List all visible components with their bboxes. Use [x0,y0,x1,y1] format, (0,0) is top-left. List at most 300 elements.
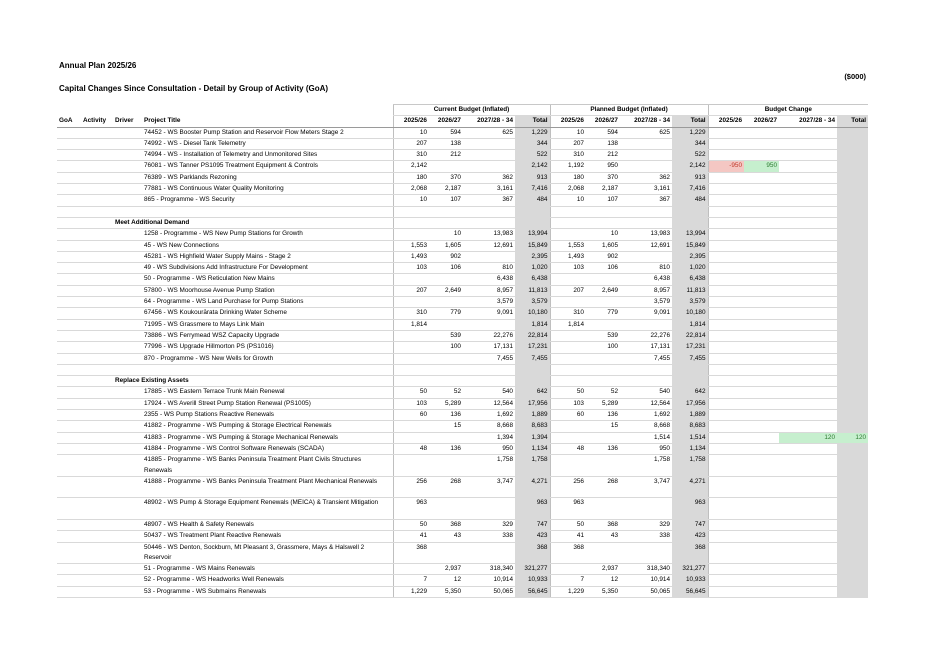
value-cell [744,285,779,296]
value-cell: 484 [672,195,708,206]
value-cell [837,353,868,364]
value-cell [779,353,837,364]
table-row [57,184,868,195]
value-cell: 3,579 [672,297,708,308]
value-cell: 15 [586,421,620,432]
table-row [57,432,868,443]
value-cell: 1,814 [672,319,708,330]
value-cell [744,586,779,597]
value-cell [837,519,868,530]
value-cell: 963 [672,498,708,520]
value-cell: 10 [586,229,620,240]
value-cell: 11,813 [515,285,550,296]
value-cell [708,172,744,183]
value-cell: 136 [586,443,620,454]
value-cell [744,138,779,149]
value-cell [744,184,779,195]
value-cell: 207 [393,285,429,296]
capital-changes-table [57,104,868,598]
value-cell [429,455,463,477]
value-cell: 540 [620,387,672,398]
value-cell [744,443,779,454]
value-cell: 1,493 [550,251,586,262]
value-cell [586,432,620,443]
value-cell [708,542,744,564]
value-cell: 963 [550,498,586,520]
table-row [57,542,868,564]
value-cell [708,353,744,364]
value-cell [708,319,744,330]
value-cell [837,127,868,138]
value-cell: 338 [463,531,515,542]
value-cell [708,229,744,240]
table-row [57,342,868,353]
value-cell: 107 [429,195,463,206]
value-cell: 310 [550,150,586,161]
value-cell: 370 [429,172,463,183]
value-cell [744,308,779,319]
value-cell: 41 [550,531,586,542]
value-cell: 10,914 [620,575,672,586]
value-cell: 60 [393,410,429,421]
value-cell: 138 [429,138,463,149]
project-title: 77881 - WS Continuous Water Quality Monitoring [142,184,393,195]
value-cell: 52 [586,387,620,398]
project-title: 52 - Programme - WS Headworks Well Renewals [142,575,393,586]
value-cell: 7,455 [515,353,550,364]
project-title: 74994 - WS - Installation of Telemetry and Unmonitored Sites [142,150,393,161]
value-cell [620,542,672,564]
value-cell [779,443,837,454]
value-cell: 540 [463,387,515,398]
value-cell [744,229,779,240]
value-cell [779,161,837,172]
value-cell: 17,231 [672,342,708,353]
table-row [57,127,868,138]
value-cell [837,387,868,398]
value-cell [586,353,620,364]
value-cell [708,387,744,398]
table-row [57,251,868,262]
project-title: 71995 - WS Grassmere to Mays Link Main [142,319,393,330]
value-cell [708,127,744,138]
value-cell [708,308,744,319]
value-cell: 7 [393,575,429,586]
value-cell [744,432,779,443]
value-cell [837,586,868,597]
value-cell: 6,438 [463,274,515,285]
value-cell: 1,394 [515,432,550,443]
value-cell [393,229,429,240]
value-cell [779,542,837,564]
value-cell: 1,605 [586,240,620,251]
value-cell: 48 [393,443,429,454]
value-cell [837,251,868,262]
value-cell: 2,142 [672,161,708,172]
value-cell: 1,192 [550,161,586,172]
value-cell [744,274,779,285]
value-cell: 10 [429,229,463,240]
value-cell: 368 [515,542,550,564]
value-cell [837,150,868,161]
value-cell: 625 [463,127,515,138]
value-cell: 344 [515,138,550,149]
value-cell [708,519,744,530]
value-cell [837,285,868,296]
value-cell [779,531,837,542]
value-cell [393,274,429,285]
value-cell [429,432,463,443]
table-row [57,297,868,308]
value-cell: 1,758 [515,455,550,477]
table-row [57,421,868,432]
value-cell: 8,668 [463,421,515,432]
value-cell: 11,813 [672,285,708,296]
value-cell: 12 [586,575,620,586]
value-cell [708,184,744,195]
value-cell [393,564,429,575]
value-cell: 12,691 [620,240,672,251]
value-cell: 3,579 [515,297,550,308]
value-cell [429,498,463,520]
project-title: 77996 - WS Upgrade Hillmorton PS (PS1016) [142,342,393,353]
project-title: 2355 - WS Pump Stations Reactive Renewals [142,410,393,421]
project-title: 64 - Programme - WS Land Purchase for Pump Stations [142,297,393,308]
value-cell [463,498,515,520]
value-cell: 268 [586,476,620,498]
value-cell: 963 [515,498,550,520]
project-title: 870 - Programme - WS New Wells for Growth [142,353,393,364]
value-cell: 13,994 [672,229,708,240]
value-cell: 1,889 [515,410,550,421]
value-cell [779,387,837,398]
value-cell: 8,957 [620,285,672,296]
value-cell: 642 [515,387,550,398]
value-cell: 6,438 [515,274,550,285]
value-cell: 2,068 [393,184,429,195]
value-cell [463,251,515,262]
section-title: Meet Additional Demand [113,217,393,228]
value-cell: 6,438 [620,274,672,285]
value-cell: 212 [586,150,620,161]
value-cell: 902 [429,251,463,262]
value-cell: 207 [393,138,429,149]
value-cell: 950 [744,161,779,172]
value-cell [708,564,744,575]
value-cell: 2,395 [672,251,708,262]
value-cell [744,542,779,564]
value-cell [744,421,779,432]
project-title: 73886 - WS Ferrymead WSZ Capacity Upgrade [142,330,393,341]
value-cell: 180 [550,172,586,183]
value-cell [837,564,868,575]
value-cell [837,575,868,586]
column-header: Activity [81,116,113,127]
table-row [57,229,868,240]
value-cell: 10 [550,127,586,138]
value-cell: 50 [393,519,429,530]
value-cell [620,150,672,161]
value-cell [744,575,779,586]
value-cell [779,150,837,161]
value-cell [708,498,744,520]
value-cell: 22,276 [620,330,672,341]
value-cell [744,531,779,542]
value-cell: 1,493 [393,251,429,262]
value-cell [550,274,586,285]
value-cell: 8,668 [620,421,672,432]
value-cell: 12,564 [463,398,515,409]
value-cell: 950 [586,161,620,172]
value-cell: 810 [463,263,515,274]
value-cell [463,150,515,161]
value-cell [393,432,429,443]
table-row [57,172,868,183]
value-cell: 329 [620,519,672,530]
table-row [57,150,868,161]
value-cell [837,319,868,330]
project-title: 48907 - WS Health & Safety Renewals [142,519,393,530]
value-cell: 1,758 [463,455,515,477]
value-cell: 1,692 [620,410,672,421]
value-cell [779,274,837,285]
value-cell [550,330,586,341]
table-row [57,455,868,477]
value-cell [620,251,672,262]
table-row [57,498,868,520]
value-cell: 1,514 [620,432,672,443]
value-cell [744,519,779,530]
value-cell [837,161,868,172]
value-cell: 10,933 [672,575,708,586]
table-row [57,575,868,586]
column-header: 2025/26 [393,116,429,127]
column-header: Total [515,116,550,127]
value-cell [779,285,837,296]
value-cell: 106 [429,263,463,274]
value-cell: 1,229 [393,586,429,597]
project-title: 51 - Programme - WS Mains Renewals [142,564,393,575]
value-cell: 136 [429,410,463,421]
value-cell: 5,289 [586,398,620,409]
value-cell [429,319,463,330]
value-cell [429,161,463,172]
value-cell [779,498,837,520]
project-title: 45 - WS New Connections [142,240,393,251]
value-cell [744,455,779,477]
value-cell [779,229,837,240]
value-cell: 3,161 [620,184,672,195]
value-cell [393,330,429,341]
value-cell [708,443,744,454]
project-title: 50446 - WS Denton, Sockburn, Mt Pleasant 3, Grassmere, Mays & Halswell 2 Reservoir [142,542,393,564]
value-cell: 7,455 [672,353,708,364]
value-cell [550,229,586,240]
project-title: 1258 - Programme - WS New Pump Stations for Growth [142,229,393,240]
value-cell: 7 [550,575,586,586]
project-title: 57800 - WS Moorhouse Avenue Pump Station [142,285,393,296]
value-cell: 136 [429,443,463,454]
group-planned-budget: Planned Budget (Inflated) [550,105,708,116]
value-cell: 522 [672,150,708,161]
value-cell: 1,814 [550,319,586,330]
value-cell: 747 [672,519,708,530]
value-cell: 12,564 [620,398,672,409]
value-cell: 268 [429,476,463,498]
value-cell: 321,277 [672,564,708,575]
value-cell: 15,849 [672,240,708,251]
blank-row [57,364,868,375]
blank-row [57,206,868,217]
value-cell: 56,645 [515,586,550,597]
value-cell: 6,438 [672,274,708,285]
column-header: 2027/28 - 34 [620,116,672,127]
value-cell: 10 [550,195,586,206]
value-cell: 50,065 [620,586,672,597]
value-cell [708,410,744,421]
value-cell [779,455,837,477]
value-cell: 256 [393,476,429,498]
value-cell: 1,692 [463,410,515,421]
value-cell: 318,340 [620,564,672,575]
value-cell: 12,691 [463,240,515,251]
value-cell [463,542,515,564]
value-cell [393,342,429,353]
value-cell: 1,814 [393,319,429,330]
value-cell: 56,645 [672,586,708,597]
value-cell: 1,134 [672,443,708,454]
value-cell: 642 [672,387,708,398]
value-cell [429,542,463,564]
value-cell [744,330,779,341]
value-cell: 180 [393,172,429,183]
value-cell: 13,983 [463,229,515,240]
value-cell: 3,747 [463,476,515,498]
value-cell [708,285,744,296]
value-cell: 17,956 [515,398,550,409]
value-cell: 1,514 [672,432,708,443]
value-cell: 4,271 [672,476,708,498]
value-cell [779,240,837,251]
section-row [57,376,868,387]
value-cell [837,229,868,240]
value-cell [708,476,744,498]
value-cell: 3,579 [463,297,515,308]
value-cell: 103 [550,398,586,409]
table-row [57,330,868,341]
value-cell [708,330,744,341]
value-cell [586,542,620,564]
value-cell: 338 [620,531,672,542]
value-cell: 779 [586,308,620,319]
value-cell: 963 [393,498,429,520]
value-cell [463,138,515,149]
value-cell [463,161,515,172]
table-row [57,263,868,274]
column-header: Project Title [142,116,393,127]
value-cell: 7,416 [672,184,708,195]
value-cell [837,421,868,432]
value-cell: 256 [550,476,586,498]
value-cell: 594 [586,127,620,138]
value-cell: 17,231 [515,342,550,353]
value-cell [837,297,868,308]
table-row [57,476,868,498]
value-cell: 321,277 [515,564,550,575]
value-cell: -950 [708,161,744,172]
value-cell [744,398,779,409]
value-cell: 50 [393,387,429,398]
value-cell: 329 [463,519,515,530]
value-cell [744,476,779,498]
value-cell: 100 [586,342,620,353]
value-cell: 136 [586,410,620,421]
value-cell: 8,683 [515,421,550,432]
value-cell: 362 [620,172,672,183]
value-cell: 22,814 [672,330,708,341]
value-cell: 2,395 [515,251,550,262]
value-cell: 8,683 [672,421,708,432]
value-cell [744,127,779,138]
value-cell [744,263,779,274]
value-cell: 107 [586,195,620,206]
column-header: 2026/27 [429,116,463,127]
value-cell: 950 [620,443,672,454]
value-cell [708,297,744,308]
value-cell [779,184,837,195]
value-cell [708,432,744,443]
value-cell [837,443,868,454]
value-cell: 52 [429,387,463,398]
value-cell [744,498,779,520]
value-cell [837,138,868,149]
value-cell: 1,814 [515,319,550,330]
table-row [57,564,868,575]
value-cell [586,297,620,308]
group-budget-change: Budget Change [708,105,868,116]
value-cell: 779 [429,308,463,319]
column-header: Driver [113,116,142,127]
value-cell: 60 [550,410,586,421]
value-cell: 367 [620,195,672,206]
value-cell: 7,455 [463,353,515,364]
table-row [57,285,868,296]
value-cell [837,184,868,195]
project-title: 50 - Programme - WS Reticulation New Mains [142,274,393,285]
value-cell [779,319,837,330]
value-cell: 103 [393,263,429,274]
value-cell: 22,276 [463,330,515,341]
value-cell [779,127,837,138]
value-cell: 625 [620,127,672,138]
value-cell: 913 [515,172,550,183]
value-cell [708,240,744,251]
value-cell: 9,091 [463,308,515,319]
value-cell: 15 [429,421,463,432]
value-cell: 368 [672,542,708,564]
value-cell: 1,229 [550,586,586,597]
value-cell [837,172,868,183]
value-cell [429,274,463,285]
value-cell: 10,914 [463,575,515,586]
value-cell: 10,180 [672,308,708,319]
value-cell: 1,553 [550,240,586,251]
group-current-budget: Current Budget (Inflated) [393,105,550,116]
table-row [57,531,868,542]
value-cell [837,308,868,319]
report-subtitle: Capital Changes Since Consultation - Detail by Group of Activity (GoA) [59,84,329,93]
project-title: 865 - Programme - WS Security [142,195,393,206]
